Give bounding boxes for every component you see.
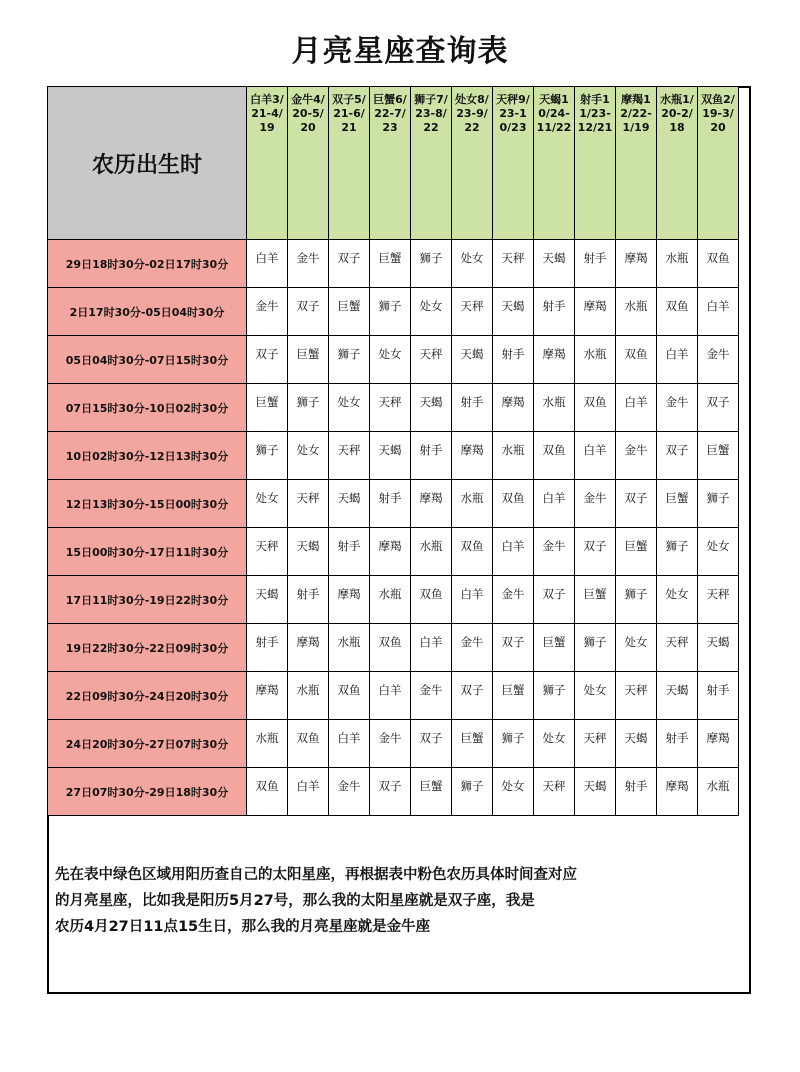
moon-sign-cell: 双鱼: [657, 288, 698, 336]
moon-sign-cell: 狮子: [657, 528, 698, 576]
moon-sign-cell: 双鱼: [452, 528, 493, 576]
sun-sign-header: 狮子7/23-8/22: [411, 87, 452, 240]
moon-sign-cell: 水瓶: [575, 336, 616, 384]
moon-sign-cell: 狮子: [493, 720, 534, 768]
moon-sign-cell: 双子: [288, 288, 329, 336]
moon-sign-cell: 金牛: [247, 288, 288, 336]
moon-sign-cell: 狮子: [370, 288, 411, 336]
sun-sign-header: 双鱼2/19-3/20: [698, 87, 739, 240]
moon-sign-cell: 射手: [575, 240, 616, 288]
moon-sign-cell: 双子: [370, 768, 411, 816]
moon-sign-cell: 巨蟹: [575, 576, 616, 624]
moon-sign-cell: 巨蟹: [329, 288, 370, 336]
lunar-time-cell: 22日09时30分-24日20时30分: [48, 672, 247, 720]
moon-sign-cell: 摩羯: [288, 624, 329, 672]
table-row: [48, 768, 739, 816]
lunar-time-cell: 12日13时30分-15日00时30分: [48, 480, 247, 528]
moon-sign-cell: 射手: [616, 768, 657, 816]
sun-sign-header: 射手11/23-12/21: [575, 87, 616, 240]
moon-sign-cell: 射手: [411, 432, 452, 480]
moon-sign-cell: 巨蟹: [370, 240, 411, 288]
moon-sign-cell: 处女: [247, 480, 288, 528]
lunar-time-cell: 10日02时30分-12日13时30分: [48, 432, 247, 480]
moon-sign-cell: 金牛: [329, 768, 370, 816]
moon-sign-cell: 白羊: [452, 576, 493, 624]
moon-sign-cell: 天蝎: [616, 720, 657, 768]
moon-sign-cell: 天蝎: [657, 672, 698, 720]
moon-sign-cell: 摩羯: [411, 480, 452, 528]
table-row: [48, 384, 739, 432]
moon-sign-cell: 摩羯: [247, 672, 288, 720]
moon-sign-cell: 白羊: [616, 384, 657, 432]
moon-sign-cell: 射手: [247, 624, 288, 672]
moon-sign-cell: 巨蟹: [452, 720, 493, 768]
lunar-time-cell: 17日11时30分-19日22时30分: [48, 576, 247, 624]
moon-sign-cell: 金牛: [452, 624, 493, 672]
moon-sign-cell: 天蝎: [370, 432, 411, 480]
moon-sign-cell: 双子: [575, 528, 616, 576]
moon-sign-cell: 射手: [329, 528, 370, 576]
moon-sign-cell: 白羊: [493, 528, 534, 576]
moon-sign-cell: 白羊: [534, 480, 575, 528]
moon-sign-cell: 狮子: [288, 384, 329, 432]
moon-sign-cell: 天秤: [698, 576, 739, 624]
moon-sign-cell: 水瓶: [657, 240, 698, 288]
moon-sign-cell: 处女: [411, 288, 452, 336]
sun-sign-header: 白羊3/21-4/19: [247, 87, 288, 240]
sun-sign-header: 金牛4/20-5/20: [288, 87, 329, 240]
moon-sign-cell: 双子: [452, 672, 493, 720]
moon-sign-cell: 射手: [534, 288, 575, 336]
table-row: [48, 672, 739, 720]
moon-sign-cell: 天蝎: [247, 576, 288, 624]
moon-sign-cell: 双鱼: [370, 624, 411, 672]
table-row: [48, 480, 739, 528]
moon-sign-cell: 金牛: [370, 720, 411, 768]
moon-sign-cell: 双子: [411, 720, 452, 768]
moon-sign-cell: 天秤: [575, 720, 616, 768]
sun-sign-header: 天蝎10/24-11/22: [534, 87, 575, 240]
moon-sign-cell: 双子: [493, 624, 534, 672]
moon-sign-cell: 天秤: [616, 672, 657, 720]
lunar-time-cell: 19日22时30分-22日09时30分: [48, 624, 247, 672]
moon-sign-cell: 金牛: [698, 336, 739, 384]
moon-sign-cell: 射手: [452, 384, 493, 432]
lunar-time-cell: 07日15时30分-10日02时30分: [48, 384, 247, 432]
moon-sign-cell: 摩羯: [329, 576, 370, 624]
moon-sign-cell: 天蝎: [534, 240, 575, 288]
moon-sign-cell: 处女: [575, 672, 616, 720]
moon-sign-cell: 金牛: [575, 480, 616, 528]
moon-sign-cell: 白羊: [329, 720, 370, 768]
moon-sign-cell: 双鱼: [698, 240, 739, 288]
lunar-time-cell: 27日07时30分-29日18时30分: [48, 768, 247, 816]
moon-sign-cell: 白羊: [247, 240, 288, 288]
moon-sign-cell: 白羊: [411, 624, 452, 672]
moon-sign-cell: 处女: [288, 432, 329, 480]
moon-sign-cell: 摩羯: [452, 432, 493, 480]
moon-sign-cell: 狮子: [247, 432, 288, 480]
moon-sign-cell: 摩羯: [616, 240, 657, 288]
lunar-time-cell: 05日04时30分-07日15时30分: [48, 336, 247, 384]
moon-sign-cell: 双鱼: [616, 336, 657, 384]
moon-sign-cell: 处女: [329, 384, 370, 432]
moon-sign-cell: 天蝎: [329, 480, 370, 528]
note-line: 的月亮星座，比如我是阳历5月27号，那么我的太阳星座就是双子座，我是: [55, 893, 535, 909]
moon-sign-cell: 狮子: [575, 624, 616, 672]
moon-sign-cell: 巨蟹: [411, 768, 452, 816]
moon-sign-cell: 天蝎: [575, 768, 616, 816]
moon-sign-cell: 摩羯: [657, 768, 698, 816]
moon-sign-cell: 处女: [493, 768, 534, 816]
moon-sign-cell: 摩羯: [534, 336, 575, 384]
moon-sign-cell: 巨蟹: [616, 528, 657, 576]
moon-sign-cell: 巨蟹: [534, 624, 575, 672]
table-row: [48, 240, 739, 288]
lunar-time-cell: 24日20时30分-27日07时30分: [48, 720, 247, 768]
moon-sign-cell: 巨蟹: [288, 336, 329, 384]
moon-sign-cell: 双子: [247, 336, 288, 384]
moon-sign-cell: 天秤: [452, 288, 493, 336]
moon-sign-cell: 白羊: [698, 288, 739, 336]
moon-sign-cell: 狮子: [452, 768, 493, 816]
moon-sign-cell: 天秤: [534, 768, 575, 816]
moon-sign-cell: 狮子: [616, 576, 657, 624]
sun-sign-header: 水瓶1/20-2/18: [657, 87, 698, 240]
moon-sign-cell: 天秤: [329, 432, 370, 480]
moon-sign-cell: 摩羯: [493, 384, 534, 432]
moon-sign-cell: 巨蟹: [493, 672, 534, 720]
moon-sign-cell: 射手: [493, 336, 534, 384]
moon-sign-cell: 天蝎: [452, 336, 493, 384]
table-row: [48, 720, 739, 768]
moon-sign-cell: 处女: [616, 624, 657, 672]
moon-sign-cell: 射手: [370, 480, 411, 528]
moon-sign-cell: 金牛: [288, 240, 329, 288]
moon-sign-cell: 天蝎: [288, 528, 329, 576]
moon-sign-cell: 水瓶: [534, 384, 575, 432]
moon-sign-cell: 水瓶: [452, 480, 493, 528]
moon-sign-cell: 狮子: [534, 672, 575, 720]
sun-sign-header: 摩羯12/22-1/19: [616, 87, 657, 240]
moon-sign-cell: 天秤: [370, 384, 411, 432]
moon-sign-cell: 狮子: [411, 240, 452, 288]
moon-sign-cell: 双鱼: [329, 672, 370, 720]
moon-sign-cell: 双子: [329, 240, 370, 288]
moon-sign-cell: 双鱼: [575, 384, 616, 432]
moon-sign-cell: 天蝎: [698, 624, 739, 672]
moon-sign-cell: 狮子: [698, 480, 739, 528]
instructions-note: [55, 862, 745, 940]
moon-sign-cell: 处女: [657, 576, 698, 624]
moon-sign-cell: 处女: [452, 240, 493, 288]
moon-sign-cell: 水瓶: [370, 576, 411, 624]
table-row: [48, 432, 739, 480]
moon-sign-cell: 双子: [698, 384, 739, 432]
moon-sign-cell: 处女: [534, 720, 575, 768]
moon-sign-cell: 双鱼: [411, 576, 452, 624]
moon-sign-table: [47, 86, 739, 816]
moon-sign-cell: 金牛: [411, 672, 452, 720]
moon-sign-cell: 摩羯: [370, 528, 411, 576]
moon-sign-cell: 双鱼: [534, 432, 575, 480]
sun-sign-header: 巨蟹6/22-7/23: [370, 87, 411, 240]
header-row: [48, 87, 739, 240]
moon-sign-cell: 金牛: [534, 528, 575, 576]
moon-sign-cell: 双子: [534, 576, 575, 624]
table-row: [48, 576, 739, 624]
moon-sign-cell: 水瓶: [616, 288, 657, 336]
moon-sign-cell: 白羊: [288, 768, 329, 816]
lunar-time-cell: 15日00时30分-17日11时30分: [48, 528, 247, 576]
moon-sign-cell: 狮子: [329, 336, 370, 384]
moon-sign-cell: 巨蟹: [698, 432, 739, 480]
moon-sign-cell: 白羊: [370, 672, 411, 720]
moon-sign-cell: 水瓶: [247, 720, 288, 768]
moon-sign-cell: 水瓶: [329, 624, 370, 672]
page-title: 月亮星座查询表: [291, 34, 509, 69]
moon-sign-cell: 水瓶: [493, 432, 534, 480]
table-row: [48, 528, 739, 576]
lunar-time-cell: 2日17时30分-05日04时30分: [48, 288, 247, 336]
moon-sign-cell: 天秤: [288, 480, 329, 528]
moon-sign-cell: 双鱼: [493, 480, 534, 528]
moon-sign-cell: 水瓶: [411, 528, 452, 576]
moon-sign-cell: 摩羯: [575, 288, 616, 336]
table-row: [48, 336, 739, 384]
moon-sign-cell: 射手: [288, 576, 329, 624]
note-line: 农历4月27日11点15生日，那么我的月亮星座就是金牛座: [55, 919, 431, 935]
moon-sign-cell: 巨蟹: [247, 384, 288, 432]
moon-sign-cell: 水瓶: [288, 672, 329, 720]
moon-sign-cell: 双子: [616, 480, 657, 528]
moon-sign-cell: 天秤: [411, 336, 452, 384]
moon-sign-cell: 天秤: [493, 240, 534, 288]
note-line: 先在表中绿色区域用阳历查自己的太阳星座，再根据表中粉色农历具体时间查对应: [55, 867, 577, 883]
sun-sign-header: 双子5/21-6/21: [329, 87, 370, 240]
moon-sign-cell: 金牛: [493, 576, 534, 624]
moon-sign-cell: 双鱼: [288, 720, 329, 768]
table-row: [48, 624, 739, 672]
moon-sign-cell: 射手: [657, 720, 698, 768]
corner-label: 农历出生时: [48, 87, 247, 240]
moon-sign-cell: 处女: [370, 336, 411, 384]
moon-sign-cell: 水瓶: [698, 768, 739, 816]
moon-sign-cell: 金牛: [616, 432, 657, 480]
moon-sign-cell: 摩羯: [698, 720, 739, 768]
moon-sign-cell: 天秤: [657, 624, 698, 672]
table-row: [48, 288, 739, 336]
lunar-time-cell: 29日18时30分-02日17时30分: [48, 240, 247, 288]
moon-sign-cell: 巨蟹: [657, 480, 698, 528]
sun-sign-header: 处女8/23-9/22: [452, 87, 493, 240]
moon-sign-cell: 天蝎: [411, 384, 452, 432]
moon-sign-cell: 天蝎: [493, 288, 534, 336]
sun-sign-header: 天秤9/23-10/23: [493, 87, 534, 240]
moon-sign-cell: 白羊: [657, 336, 698, 384]
moon-sign-cell: 白羊: [575, 432, 616, 480]
moon-sign-cell: 金牛: [657, 384, 698, 432]
moon-sign-cell: 双子: [657, 432, 698, 480]
moon-sign-cell: 双鱼: [247, 768, 288, 816]
moon-sign-cell: 天秤: [247, 528, 288, 576]
moon-sign-cell: 射手: [698, 672, 739, 720]
moon-sign-cell: 处女: [698, 528, 739, 576]
